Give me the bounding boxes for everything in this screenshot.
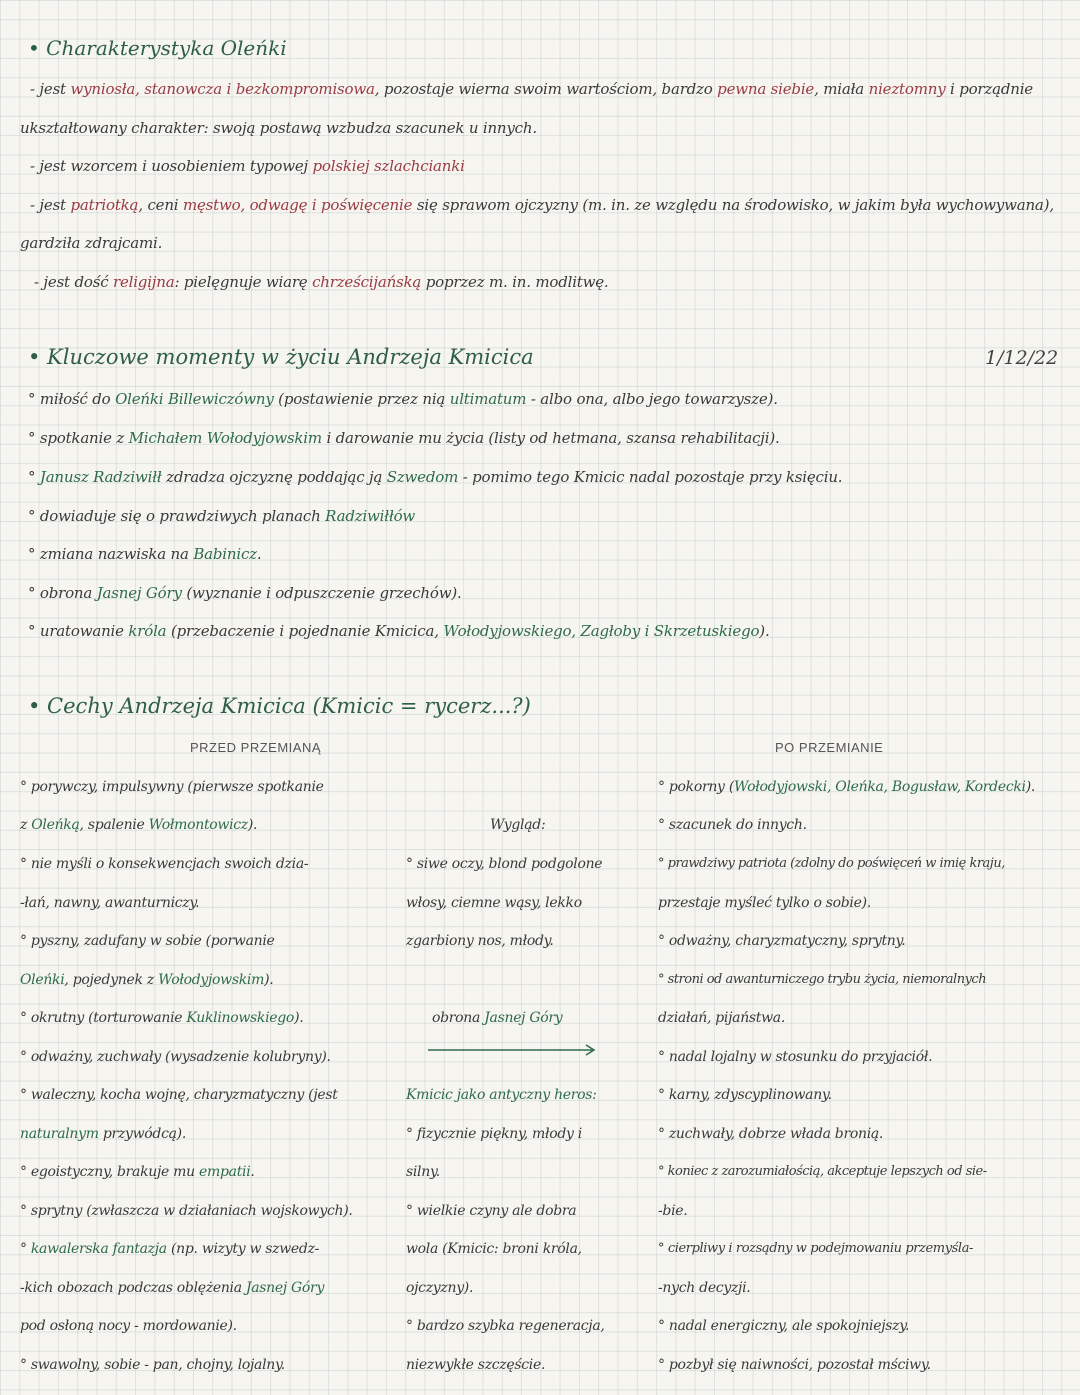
before-trait: ° pyszny, zadufany w sobie (porwanie [20,933,275,949]
after-trait: ° zuchwały, dobrze włada bronią. [658,1126,884,1142]
hero-line: ° fizycznie piękny, młody i [406,1126,582,1142]
before-change-title: PRZED PRZEMIANĄ [190,740,322,755]
before-trait: ° swawolny, sobie - pan, chojny, lojalny. [20,1357,285,1373]
before-trait: ° nie myśli o konsekwencjach swoich dzia- [20,856,309,872]
after-trait: ° koniec z zarozumiałością, akceptuje lepszych od sie- [658,1164,987,1179]
hero-line: wola (Kmicic: broni króla, [406,1241,582,1257]
after-trait: przestaje myśleć tylko o sobie). [658,895,871,911]
moment-item: ° zmiana nazwiska na Babinicz. [28,545,262,563]
before-trait: z Oleńką, spalenie Wołmontowicz). [20,817,258,833]
olenka-line-2: ukształtowany charakter: swoją postawą wzbudza szacunek u innych. [20,119,537,137]
after-trait: ° nadal lojalny w stosunku do przyjaciół. [658,1049,933,1065]
heading-key-moments: • Kluczowe momenty w życiu Andrzeja Kmicica [28,345,534,369]
heading-kmicic-traits: • Cechy Andrzeja Kmicica (Kmicic = rycerz...?) [28,694,531,718]
date-label: 1/12/22 [985,347,1059,369]
before-trait: -łań, nawny, awanturniczy. [20,895,200,911]
after-trait: działań, pijaństwa. [658,1010,785,1026]
transition-label: obrona Jasnej Góry [432,1010,563,1026]
appearance-label: Wygląd: [490,817,546,833]
before-trait: ° waleczny, kocha wojnę, charyzmatyczny (jest [20,1087,338,1103]
after-trait: ° pozbył się naiwności, pozostał mściwy. [658,1357,931,1373]
before-trait: ° okrutny (torturowanie Kuklinowskiego). [20,1010,304,1026]
before-trait: -kich obozach podczas oblężenia Jasnej Góry [20,1280,325,1296]
hero-line: ° wielkie czyny ale dobra [406,1203,577,1219]
after-trait: ° prawdziwy patriota (zdolny do poświęceń w imię kraju, [658,856,1005,871]
olenka-line-6: - jest dość religijna: pielęgnuje wiarę chrześcijańską poprzez m. in. modlitwę. [34,273,609,291]
hero-line: ojczyzny). [406,1280,474,1296]
appearance-line: ° siwe oczy, blond podgolone [406,856,603,872]
hero-label: Kmicic jako antyczny heros: [406,1087,597,1103]
olenka-line-4: - jest patriotką, ceni męstwo, odwagę i poświęcenie się sprawom ojczyzny (m. in. ze względu na środowisko, w jakim była wychowywana), [30,196,1054,214]
before-trait: naturalnym przywódcą). [20,1126,186,1142]
after-trait: ° odważny, charyzmatyczny, sprytny. [658,933,906,949]
olenka-line-3: - jest wzorcem i uosobieniem typowej polskiej szlachcianki [30,157,465,175]
olenka-line-5: gardziła zdrajcami. [20,234,163,252]
before-trait: ° sprytny (zwłaszcza w działaniach wojskowych). [20,1203,353,1219]
before-trait: pod osłoną nocy - mordowanie). [20,1318,237,1334]
after-trait: -nych decyzji. [658,1280,751,1296]
after-trait: ° karny, zdyscyplinowany. [658,1087,832,1103]
before-trait: ° porywczy, impulsywny (pierwsze spotkanie [20,779,324,795]
after-trait: -bie. [658,1203,688,1219]
after-trait: ° cierpliwy i rozsądny w podejmowaniu przemyśla- [658,1241,974,1256]
moment-item: ° spotkanie z Michałem Wołodyjowskim i darowanie mu życia (listy od hetmana, szansa rehabilitacji). [28,429,780,447]
heading-olenka: • Charakterystyka Oleńki [28,36,287,60]
moment-item: ° uratowanie króla (przebaczenie i pojednanie Kmicica, Wołodyjowskiego, Zagłoby i Skrzetuskiego). [28,622,770,640]
after-trait: ° szacunek do innych. [658,817,807,833]
appearance-line: włosy, ciemne wąsy, lekko [406,895,582,911]
appearance-line: zgarbiony nos, młody. [406,933,554,949]
before-trait: Oleńki, pojedynek z Wołodyjowskim). [20,972,274,988]
moment-item: ° obrona Jasnej Góry (wyznanie i odpuszczenie grzechów). [28,584,462,602]
after-trait: ° stroni od awanturniczego trybu życia, niemoralnych [658,972,987,987]
after-trait: ° nadal energiczny, ale spokojniejszy. [658,1318,910,1334]
after-trait: ° pokorny (Wołodyjowski, Oleńka, Bogusław, Kordecki). [658,779,1036,795]
olenka-line-1: - jest wyniosła, stanowcza i bezkompromisowa, pozostaje wierna swoim wartościom, bardzo pewna siebie, miała nieztomny i porządnie [30,80,1033,98]
moment-item: ° miłość do Oleńki Billewiczówny (postawienie przez nią ultimatum - albo ona, albo jego towarzysze). [28,390,778,408]
before-trait: ° kawalerska fantazja (np. wizyty w szwedz- [20,1241,320,1257]
after-change-title: PO PRZEMIANIE [775,740,884,755]
before-trait: ° odważny, zuchwały (wysadzenie kolubryny). [20,1049,331,1065]
moment-item: ° dowiaduje się o prawdziwych planach Radziwiłłów [28,507,416,525]
hero-line: niezwykłe szczęście. [406,1357,546,1373]
hero-line: silny. [406,1164,440,1180]
transition-arrow-icon [428,1044,598,1056]
before-trait: ° egoistyczny, brakuje mu empatii. [20,1164,255,1180]
moment-item: ° Janusz Radziwiłł zdradza ojczyznę poddając ją Szwedom - pomimo tego Kmicic nadal pozostaje przy księciu. [28,468,843,486]
hero-line: ° bardzo szybka regeneracja, [406,1318,605,1334]
